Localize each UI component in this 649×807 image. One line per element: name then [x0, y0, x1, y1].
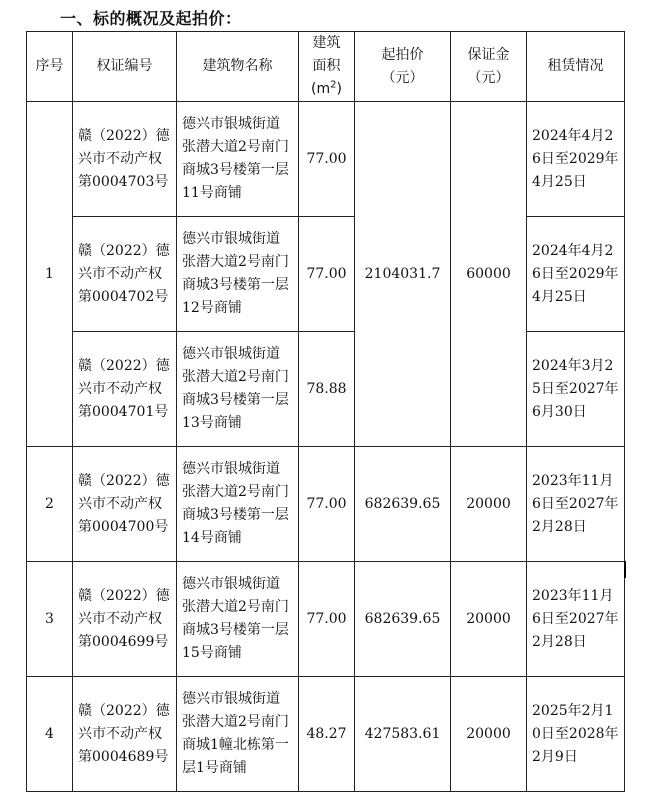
- cell-deposit: 20000: [451, 677, 527, 792]
- header-area: [299, 32, 355, 102]
- cell-deposit: 20000: [451, 562, 527, 677]
- cell-cert: 赣（2022）德兴市不动产权第0004702号: [73, 217, 177, 332]
- cell-building-name: 德兴市银城街道张潜大道2号南门商城3号楼第一层15号商铺: [177, 562, 299, 677]
- cell-seq: 4: [27, 677, 73, 792]
- cell-area: 77.00: [299, 562, 355, 677]
- header-area-line2: 面积: [312, 58, 341, 74]
- cell-area: 48.27: [299, 677, 355, 792]
- table-body: [27, 102, 625, 792]
- cell-seq: 1: [27, 102, 73, 447]
- header-area-unit-text: (m: [311, 81, 331, 97]
- cell-cert: 赣（2022）德兴市不动产权第0004689号: [73, 677, 177, 792]
- header-deposit: [451, 32, 527, 102]
- cell-building-name: 德兴市银城街道张潜大道2号南门商城3号楼第一层12号商铺: [177, 217, 299, 332]
- cell-cert: 赣（2022）德兴市不动产权第0004700号: [73, 447, 177, 562]
- cell-building-name: 德兴市银城街道张潜大道2号南门商城1幢北栋第一层1号商铺: [177, 677, 299, 792]
- header-price: [355, 32, 451, 102]
- cell-price: 2104031.7: [355, 102, 451, 447]
- table-row: [27, 217, 625, 332]
- table-row: [27, 102, 625, 217]
- header-deposit-line2: （元）: [467, 69, 510, 86]
- cell-price: 427583.61: [355, 677, 451, 792]
- cell-area: 77.00: [299, 217, 355, 332]
- cell-lease: 2024年3月25日至2027年6月30日: [527, 332, 625, 447]
- header-name: 建筑物名称: [177, 32, 299, 102]
- cell-price: 682639.65: [355, 562, 451, 677]
- lot-table: [26, 31, 625, 792]
- cell-building-name: 德兴市银城街道张潜大道2号南门商城3号楼第一层14号商铺: [177, 447, 299, 562]
- table-row: [27, 677, 625, 792]
- cell-building-name: 德兴市银城街道张潜大道2号南门商城3号楼第一层11号商铺: [177, 102, 299, 217]
- cell-area: 77.00: [299, 102, 355, 217]
- header-lease: 租赁情况: [527, 32, 625, 102]
- cell-lease: 2023年11月6日至2027年2月28日: [527, 562, 625, 677]
- cell-seq: 3: [27, 562, 73, 677]
- table-header-row: [27, 32, 625, 102]
- header-area-unit-sup: 2: [330, 79, 337, 91]
- cell-lease: 2023年11月6日至2027年2月28日: [527, 447, 625, 562]
- header-price-line2: （元）: [381, 69, 424, 86]
- cell-building-name: 德兴市银城街道张潜大道2号南门商城3号楼第一层13号商铺: [177, 332, 299, 447]
- header-seq: 序号: [27, 32, 73, 102]
- cell-cert: 赣（2022）德兴市不动产权第0004699号: [73, 562, 177, 677]
- cell-deposit: 60000: [451, 102, 527, 447]
- table-row: [27, 332, 625, 447]
- header-cert: 权证编号: [73, 32, 177, 102]
- cell-seq: 2: [27, 447, 73, 562]
- cell-cert: 赣（2022）德兴市不动产权第0004703号: [73, 102, 177, 217]
- section-heading: 一、标的概况及起拍价：: [60, 9, 242, 28]
- cell-cert: 赣（2022）德兴市不动产权第0004701号: [73, 332, 177, 447]
- table-row: [27, 447, 625, 562]
- cell-price: 682639.65: [355, 447, 451, 562]
- cell-lease: 2025年2月10日至2028年2月9日: [527, 677, 625, 792]
- header-area-unit-close: ): [336, 81, 342, 97]
- header-area-line1: 建筑: [312, 35, 341, 51]
- cell-deposit: 20000: [451, 447, 527, 562]
- text-cursor: [624, 561, 626, 578]
- header-deposit-line1: 保证金: [467, 46, 510, 63]
- cell-area: 78.88: [299, 332, 355, 447]
- cell-lease: 2024年4月26日至2029年4月25日: [527, 102, 625, 217]
- cell-area: 77.00: [299, 447, 355, 562]
- table-row: [27, 562, 625, 677]
- header-price-line1: 起拍价: [381, 46, 424, 63]
- cell-lease: 2024年4月26日至2029年4月25日: [527, 217, 625, 332]
- header-area-unit: [304, 78, 349, 101]
